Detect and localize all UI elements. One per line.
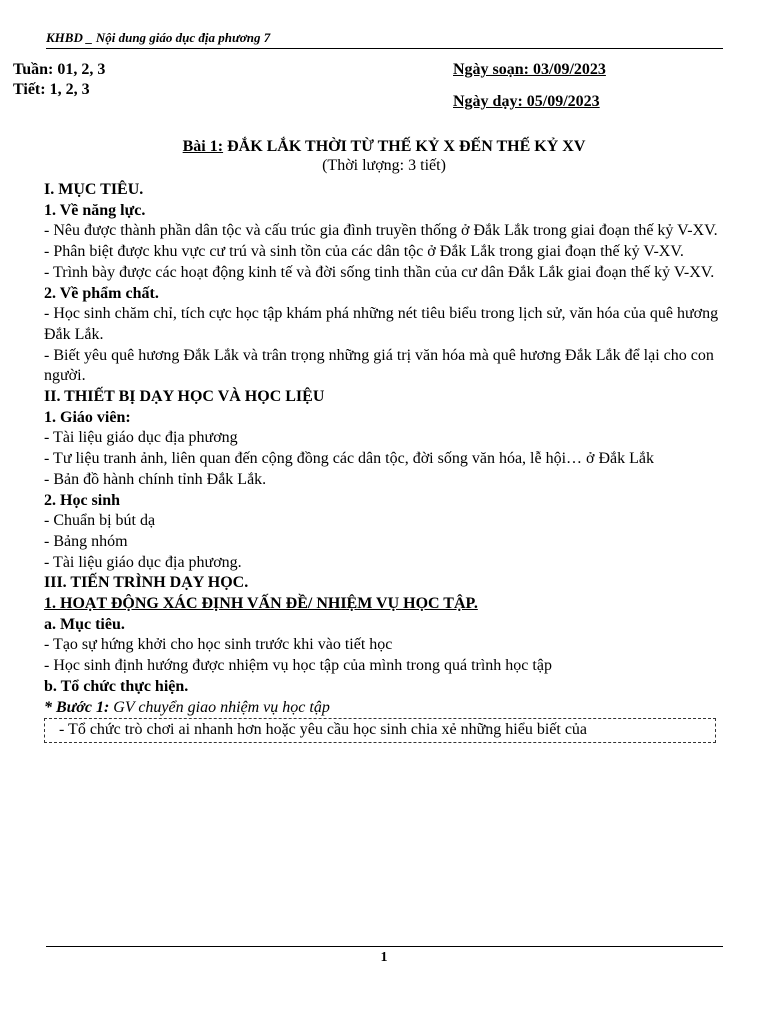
prep-date: Ngày soạn: 03/09/2023: [453, 61, 606, 78]
week-label: Tuần: 01, 2, 3: [13, 61, 106, 78]
quality-item: - Biết yêu quê hương Đắk Lắk và trân trọng những giá trị văn hóa mà quê hương Đắk Lắk để lại cho con người.: [44, 346, 714, 385]
subsection-qualities: 2. Về phẩm chất.: [44, 284, 159, 302]
student-item: - Bảng nhóm: [44, 532, 128, 550]
step-1-text: GV chuyển giao nhiệm vụ học tập: [109, 698, 330, 716]
section-objectives: I. MỤC TIÊU.: [44, 181, 144, 198]
page-number: 1: [380, 950, 388, 965]
document-body: [44, 180, 724, 743]
activity-organization-heading: b. Tổ chức thực hiện.: [44, 677, 189, 695]
footer-rule: [46, 946, 723, 947]
activity-objective-heading: a. Mục tiêu.: [44, 615, 125, 633]
subsection-teacher: 1. Giáo viên:: [44, 408, 131, 426]
teach-date: Ngày dạy: 05/09/2023: [453, 93, 600, 110]
student-item: - Chuẩn bị bút dạ: [44, 512, 156, 530]
section-equipment: II. THIẾT BỊ DẠY HỌC VÀ HỌC LIỆU: [44, 388, 325, 406]
lesson-number: Bài 1:: [182, 138, 224, 155]
subsection-students: 2. Học sinh: [44, 491, 121, 509]
section-process: III. TIẾN TRÌNH DẠY HỌC.: [44, 574, 249, 592]
task-box: - Tổ chức trò chơi ai nhanh hơn hoặc yêu cầu học sinh chia xẻ những hiểu biết của: [44, 718, 716, 743]
competence-item: - Nêu được thành phần dân tộc và cấu trúc gia đình truyền thống ở Đắk Lắk trong giai đoạn thế kỷ V-XV.: [44, 222, 718, 240]
lesson-title: [0, 138, 768, 156]
step-1: [44, 698, 724, 719]
lesson-title-text: ĐẮK LẮK THỜI TỪ THẾ KỶ X ĐẾN THẾ KỶ XV: [223, 138, 586, 155]
period-label: Tiết: 1, 2, 3: [13, 81, 90, 98]
competence-item: - Trình bày được các hoạt động kinh tế và đời sống tinh thần của cư dân Đắk Lắk giai đoạn thế kỷ V-XV.: [44, 263, 715, 281]
competence-item: - Phân biệt được khu vực cư trú và sinh tồn của các dân tộc ở Đắk Lắk trong giai đoạn thế kỷ V-XV.: [44, 243, 684, 261]
running-header: KHBD _ Nội dung giáo dục địa phương 7: [46, 30, 271, 45]
header-rule: [46, 48, 723, 49]
activity-objective-item: - Tạo sự hứng khởi cho học sinh trước khi vào tiết học: [44, 636, 393, 654]
subsection-competence: 1. Về năng lực.: [44, 201, 146, 219]
quality-item: - Học sinh chăm chỉ, tích cực học tập khám phá những nét tiêu biểu trong lịch sử, văn hóa của quê hương Đắk Lắk.: [44, 305, 719, 343]
step-1-label: * Bước 1:: [44, 698, 110, 716]
teacher-item: - Tư liệu tranh ảnh, liên quan đến cộng đồng các dân tộc, đời sống văn hóa, lễ hội… ở Đắk Lắk: [44, 450, 655, 468]
lesson-title-block: [0, 138, 768, 175]
teacher-item: - Tài liệu giáo dục địa phương: [44, 429, 238, 447]
lesson-duration: (Thời lượng: 3 tiết): [322, 157, 446, 174]
activity-heading: 1. HOẠT ĐỘNG XÁC ĐỊNH VẤN ĐỀ/ NHIỆM VỤ HỌC TẬP.: [44, 595, 478, 613]
student-item: - Tài liệu giáo dục địa phương.: [44, 553, 242, 571]
activity-objective-item: - Học sinh định hướng được nhiệm vụ học tập của mình trong quá trình học tập: [44, 657, 552, 675]
teacher-item: - Bản đồ hành chính tỉnh Đắk Lắk.: [44, 470, 267, 488]
